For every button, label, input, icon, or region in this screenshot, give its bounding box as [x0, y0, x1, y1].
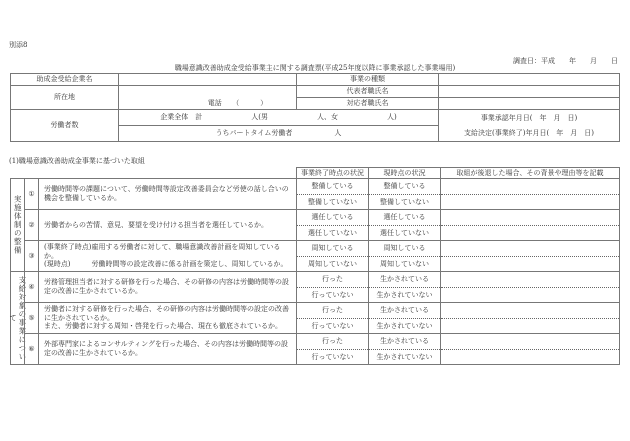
status-option-yes[interactable]: 選任している: [383, 213, 426, 221]
item-number: ⑥: [24, 333, 39, 365]
workers-label: 労働者数: [10, 109, 119, 142]
survey-date: 調査日：平成 年 月 日: [513, 57, 618, 65]
item-question: 労働者に対する研修を行った場合、その研修の内容は労働時間等の設定の改善に生かされているか。 また、労働者に対する周知・啓発を行った場合、現在も徹底されているか。: [38, 302, 297, 334]
status-option-no[interactable]: 生かされていない: [376, 353, 433, 361]
item-question: 労働者からの苦情、意見、要望を受け付ける担当者を選任しているか。: [38, 209, 297, 241]
header-remarks: 取組が後退した場合、その背景や理由等を記載: [440, 167, 620, 179]
item-question: (事業終了時点)雇用する労働者に対して、職場意識改善計画を周知しているか。 (現時点) 労働時間等の設定改善に係る計画を策定し、周知しているか。: [38, 240, 297, 272]
section-title: (1)職場意識改善助成金事業に基づいた取組: [9, 157, 145, 165]
document-label: 別添8: [9, 41, 28, 49]
status-option-no[interactable]: 整備していない: [308, 198, 357, 206]
business-type-label: 事業の種類: [296, 73, 439, 86]
dotted-divider: [297, 194, 368, 195]
item-number: ③: [24, 240, 39, 272]
workers-part-time[interactable]: うちパートタイム労働者 人: [118, 125, 439, 142]
address-label: 所在地: [10, 85, 119, 110]
status-option-no[interactable]: 整備していない: [380, 198, 429, 206]
dotted-divider: [369, 194, 440, 195]
status-option-yes[interactable]: 行った: [322, 306, 343, 314]
dotted-divider: [441, 318, 619, 319]
status-option-yes[interactable]: 行った: [322, 337, 343, 345]
dotted-divider: [369, 225, 440, 226]
item-question: 労働時間等の課題について、労働時間等設定改善委員会など労使の話し合いの機会を整備しているか。: [38, 178, 297, 210]
status-option-yes[interactable]: 周知している: [311, 244, 354, 252]
status-option-yes[interactable]: 生かされている: [380, 275, 429, 283]
dates-cell[interactable]: [438, 109, 620, 142]
status-option-yes[interactable]: 生かされている: [380, 306, 429, 314]
item-number: ①: [24, 178, 39, 210]
status-option-no[interactable]: 行っていない: [311, 322, 354, 330]
dotted-divider: [297, 318, 368, 319]
status-option-no[interactable]: 周知していない: [380, 260, 429, 268]
dotted-divider: [369, 256, 440, 257]
dotted-divider: [369, 287, 440, 288]
item-question: 外部専門家によるコンサルティングを行った場合、その内容は労働時間等の設定の改善に生かされているか。: [38, 333, 297, 365]
status-option-yes[interactable]: 生かされている: [380, 337, 429, 345]
company-name-label: 助成金受給企業名: [10, 73, 119, 86]
status-option-no[interactable]: 周知していない: [308, 260, 357, 268]
dotted-divider: [441, 225, 619, 226]
contact-label: 対応者職氏名: [296, 97, 439, 110]
dotted-divider: [297, 287, 368, 288]
dotted-divider: [297, 256, 368, 257]
item-question: 労務管理担当者に対する研修を行った場合、その研修の内容は労働時間等の設定の改善に生かされているか。: [38, 271, 297, 303]
status-option-yes[interactable]: 行った: [322, 275, 343, 283]
status-option-no[interactable]: 行っていない: [311, 353, 354, 361]
item-number: ②: [24, 209, 39, 241]
status-option-yes[interactable]: 整備している: [383, 182, 426, 190]
dotted-divider: [369, 349, 440, 350]
dotted-divider: [297, 225, 368, 226]
status-option-yes[interactable]: 整備している: [311, 182, 354, 190]
dotted-divider: [441, 287, 619, 288]
item-number: ⑤: [24, 302, 39, 334]
status-option-no[interactable]: 生かされていない: [376, 322, 433, 330]
status-option-no[interactable]: 行っていない: [311, 291, 354, 299]
group-label-subsidized-projects: 支給対象の事業について: [10, 271, 25, 365]
status-option-no[interactable]: 選任していない: [308, 229, 357, 237]
dotted-divider: [441, 349, 619, 350]
status-option-no[interactable]: 生かされていない: [376, 291, 433, 299]
dotted-divider: [441, 256, 619, 257]
approval-date: 事業承認年月日( 年 月 日): [480, 113, 578, 122]
phone-label: 電話 （ ）: [207, 99, 268, 108]
group-label-implementation: 実施体制の整備: [10, 178, 25, 272]
address-field[interactable]: [118, 85, 297, 110]
item-number: ④: [24, 271, 39, 303]
dotted-divider: [297, 349, 368, 350]
decision-date: 支給決定(事業終了)年月日( 年 月 日): [464, 128, 594, 137]
dotted-divider: [441, 194, 619, 195]
status-option-yes[interactable]: 周知している: [383, 244, 426, 252]
page-title: 職場意識改善助成金受給事業主に関する調査票(平成25年度以降に事業承認した事業場用): [174, 64, 456, 72]
header-end-status: 事業終了時点の状況: [296, 167, 369, 179]
header-current-status: 現時点の状況: [368, 167, 441, 179]
representative-label: 代表者職氏名: [296, 85, 439, 98]
workers-total[interactable]: 企業全体 計 人(男 人、女 人): [118, 109, 439, 126]
status-option-no[interactable]: 選任していない: [380, 229, 429, 237]
status-option-yes[interactable]: 選任している: [311, 213, 354, 221]
dotted-divider: [369, 318, 440, 319]
